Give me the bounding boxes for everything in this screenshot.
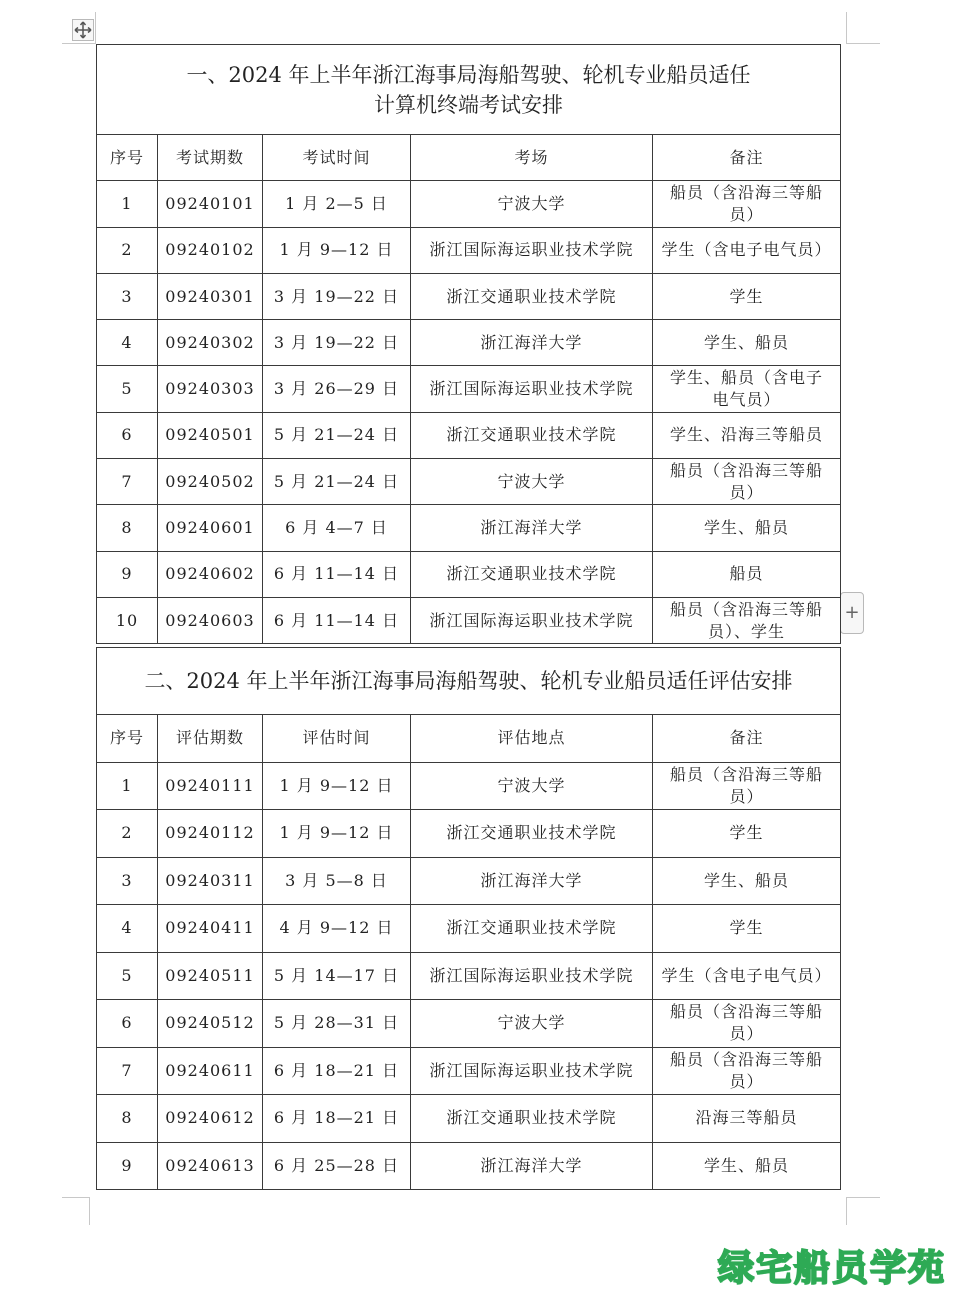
crop-mark — [846, 43, 880, 44]
row-period: 09240603 — [158, 597, 263, 643]
row-no: 8 — [97, 1095, 158, 1143]
header-no: 序号 — [97, 715, 158, 763]
row-time: 5 月 21—24 日 — [263, 412, 411, 458]
row-no: 4 — [97, 905, 158, 953]
exam-title-line1: 一、2024 年上半年浙江海事局海船驾驶、轮机专业船员适任 — [186, 62, 751, 87]
table-row — [97, 1142, 841, 1190]
row-venue: 浙江海洋大学 — [411, 857, 653, 905]
add-column-plus-icon[interactable]: + — [840, 592, 864, 634]
row-period: 09240601 — [158, 505, 263, 551]
row-note: 学生、船员（含电子电气员） — [653, 366, 841, 412]
row-note: 学生、船员 — [653, 505, 841, 551]
row-no: 2 — [97, 227, 158, 273]
row-time: 1 月 2—5 日 — [263, 181, 411, 227]
row-period: 09240101 — [158, 181, 263, 227]
crop-mark — [95, 12, 96, 44]
table-move-handle[interactable] — [72, 19, 94, 41]
row-period: 09240501 — [158, 412, 263, 458]
header-venue: 评估地点 — [411, 715, 653, 763]
row-note: 船员（含沿海三等船员）、学生 — [653, 597, 841, 643]
row-time: 5 月 14—17 日 — [263, 952, 411, 1000]
row-period: 09240112 — [158, 810, 263, 858]
row-time: 6 月 18—21 日 — [263, 1047, 411, 1095]
row-venue: 浙江国际海运职业技术学院 — [411, 227, 653, 273]
row-note: 船员 — [653, 551, 841, 597]
row-venue: 宁波大学 — [411, 1000, 653, 1048]
table-row — [97, 412, 841, 458]
table-row — [97, 551, 841, 597]
crop-mark — [62, 43, 96, 44]
table-row — [97, 810, 841, 858]
row-period: 09240602 — [158, 551, 263, 597]
row-note: 学生 — [653, 273, 841, 319]
row-no: 8 — [97, 505, 158, 551]
row-note: 学生 — [653, 905, 841, 953]
header-time: 评估时间 — [263, 715, 411, 763]
watermark-logo: 绿宅船员学苑 — [717, 1247, 946, 1289]
row-period: 09240311 — [158, 857, 263, 905]
row-time: 1 月 9—12 日 — [263, 762, 411, 810]
row-period: 09240301 — [158, 273, 263, 319]
row-time: 6 月 11—14 日 — [263, 551, 411, 597]
row-note: 学生 — [653, 810, 841, 858]
header-period: 考试期数 — [158, 135, 263, 181]
row-time: 3 月 19—22 日 — [263, 320, 411, 366]
row-venue: 浙江海洋大学 — [411, 505, 653, 551]
row-time: 4 月 9—12 日 — [263, 905, 411, 953]
row-time: 5 月 28—31 日 — [263, 1000, 411, 1048]
row-venue: 浙江国际海运职业技术学院 — [411, 597, 653, 643]
row-venue: 浙江交通职业技术学院 — [411, 551, 653, 597]
row-no: 5 — [97, 952, 158, 1000]
row-no: 2 — [97, 810, 158, 858]
row-venue: 浙江交通职业技术学院 — [411, 810, 653, 858]
row-note: 学生、沿海三等船员 — [653, 412, 841, 458]
row-period: 09240511 — [158, 952, 263, 1000]
header-period: 评估期数 — [158, 715, 263, 763]
row-note: 学生、船员 — [653, 320, 841, 366]
row-note: 船员（含沿海三等船员） — [653, 459, 841, 505]
row-venue: 宁波大学 — [411, 762, 653, 810]
header-venue: 考场 — [411, 135, 653, 181]
row-venue: 浙江国际海运职业技术学院 — [411, 366, 653, 412]
row-period: 09240502 — [158, 459, 263, 505]
row-no: 1 — [97, 181, 158, 227]
crop-mark — [846, 1197, 847, 1225]
row-time: 6 月 4—7 日 — [263, 505, 411, 551]
exam-table-title — [97, 45, 841, 135]
row-period: 09240613 — [158, 1142, 263, 1190]
row-venue: 浙江国际海运职业技术学院 — [411, 1047, 653, 1095]
table-row — [97, 1000, 841, 1048]
crop-mark — [846, 1197, 880, 1198]
row-venue: 浙江海洋大学 — [411, 320, 653, 366]
table-row — [97, 857, 841, 905]
row-note: 沿海三等船员 — [653, 1095, 841, 1143]
table-row — [97, 597, 841, 643]
row-time: 5 月 21—24 日 — [263, 459, 411, 505]
row-period: 09240411 — [158, 905, 263, 953]
table-row — [97, 505, 841, 551]
exam-schedule-table — [96, 44, 841, 644]
table-row — [97, 1095, 841, 1143]
table-row — [97, 273, 841, 319]
table-header-row — [97, 715, 841, 763]
row-no: 3 — [97, 273, 158, 319]
header-note: 备注 — [653, 135, 841, 181]
row-venue: 浙江交通职业技术学院 — [411, 1095, 653, 1143]
row-venue: 浙江海洋大学 — [411, 1142, 653, 1190]
row-note: 船员（含沿海三等船员） — [653, 762, 841, 810]
row-time: 3 月 5—8 日 — [263, 857, 411, 905]
table-title-row — [97, 648, 841, 715]
row-note: 学生（含电子电气员） — [653, 227, 841, 273]
row-note: 船员（含沿海三等船员） — [653, 1000, 841, 1048]
row-no: 9 — [97, 1142, 158, 1190]
row-no: 6 — [97, 412, 158, 458]
row-period: 09240303 — [158, 366, 263, 412]
table-row — [97, 320, 841, 366]
row-time: 6 月 11—14 日 — [263, 597, 411, 643]
table-row — [97, 905, 841, 953]
row-venue: 浙江交通职业技术学院 — [411, 905, 653, 953]
row-period: 09240512 — [158, 1000, 263, 1048]
row-no: 6 — [97, 1000, 158, 1048]
header-no: 序号 — [97, 135, 158, 181]
row-no: 7 — [97, 459, 158, 505]
row-time: 1 月 9—12 日 — [263, 810, 411, 858]
row-note: 学生、船员 — [653, 857, 841, 905]
row-period: 09240302 — [158, 320, 263, 366]
row-venue: 宁波大学 — [411, 181, 653, 227]
row-note: 学生、船员 — [653, 1142, 841, 1190]
row-period: 09240612 — [158, 1095, 263, 1143]
row-note: 学生（含电子电气员） — [653, 952, 841, 1000]
crop-mark — [846, 12, 847, 44]
row-no: 9 — [97, 551, 158, 597]
row-time: 6 月 18—21 日 — [263, 1095, 411, 1143]
table-row — [97, 1047, 841, 1095]
row-time: 3 月 19—22 日 — [263, 273, 411, 319]
row-note: 船员（含沿海三等船员） — [653, 181, 841, 227]
crop-mark — [89, 1197, 90, 1225]
row-no: 10 — [97, 597, 158, 643]
table-row — [97, 181, 841, 227]
table-header-row — [97, 135, 841, 181]
row-no: 5 — [97, 366, 158, 412]
table-row — [97, 762, 841, 810]
assessment-table-title: 二、2024 年上半年浙江海事局海船驾驶、轮机专业船员适任评估安排 — [97, 648, 841, 715]
row-venue: 浙江国际海运职业技术学院 — [411, 952, 653, 1000]
header-time: 考试时间 — [263, 135, 411, 181]
table-title-row — [97, 45, 841, 135]
row-period: 09240102 — [158, 227, 263, 273]
row-note: 船员（含沿海三等船员） — [653, 1047, 841, 1095]
table-row — [97, 366, 841, 412]
row-period: 09240111 — [158, 762, 263, 810]
assessment-schedule-table — [96, 647, 841, 1190]
header-note: 备注 — [653, 715, 841, 763]
row-venue: 宁波大学 — [411, 459, 653, 505]
move-arrows-icon — [73, 20, 93, 40]
row-time: 6 月 25—28 日 — [263, 1142, 411, 1190]
row-time: 3 月 26—29 日 — [263, 366, 411, 412]
crop-mark — [62, 1197, 90, 1198]
exam-title-line2: 计算机终端考试安排 — [374, 92, 563, 117]
row-no: 4 — [97, 320, 158, 366]
row-no: 1 — [97, 762, 158, 810]
table-row — [97, 952, 841, 1000]
row-time: 1 月 9—12 日 — [263, 227, 411, 273]
row-period: 09240611 — [158, 1047, 263, 1095]
row-no: 3 — [97, 857, 158, 905]
row-venue: 浙江交通职业技术学院 — [411, 412, 653, 458]
row-no: 7 — [97, 1047, 158, 1095]
row-venue: 浙江交通职业技术学院 — [411, 273, 653, 319]
table-row — [97, 227, 841, 273]
table-row — [97, 459, 841, 505]
